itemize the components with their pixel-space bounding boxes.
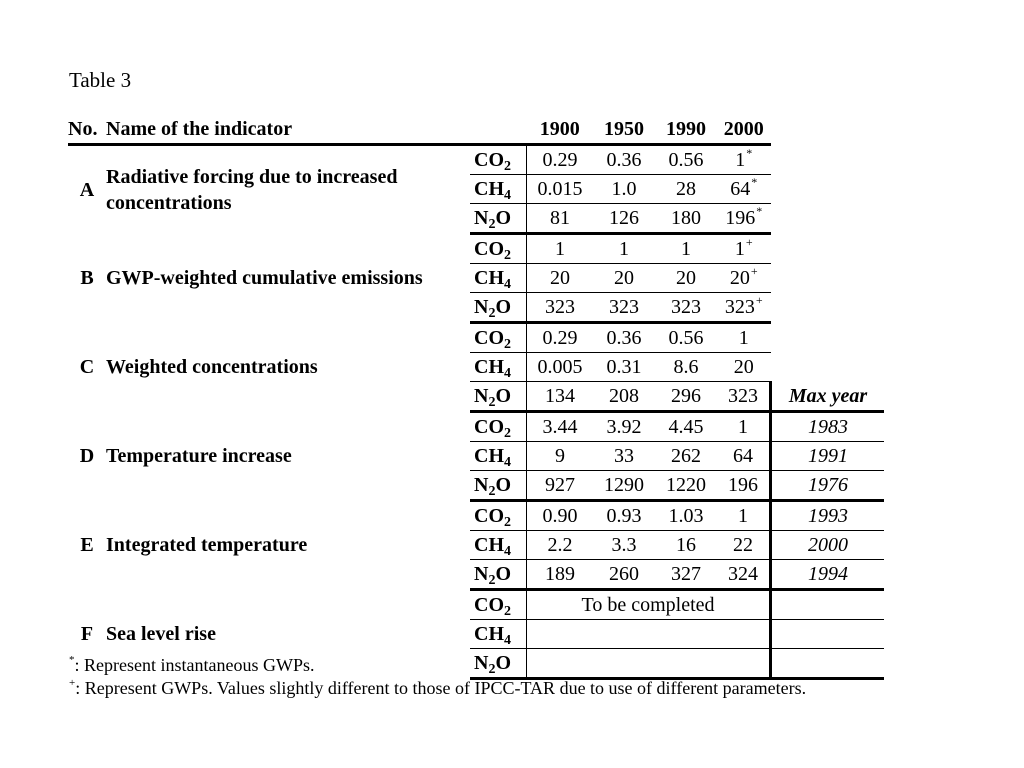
value-2000 (717, 382, 771, 412)
indicator-name-b: GWP-weighted cumulative emissions (106, 267, 423, 289)
value-text: 0.36 (606, 327, 642, 349)
table-row (68, 145, 884, 175)
value-1950 (593, 145, 655, 175)
max-year: 1976 (771, 471, 885, 501)
value-text: 262 (671, 445, 701, 467)
value-1950 (593, 531, 655, 560)
value-text: 324 (728, 563, 758, 585)
value-text: 8.6 (673, 356, 699, 378)
gas-subscript: 4 (504, 366, 511, 381)
value-text: 323 (728, 385, 758, 407)
value-1950 (593, 501, 655, 531)
footnote-star (68, 654, 806, 677)
value-text: 323 (724, 296, 755, 318)
value-text: 180 (671, 207, 701, 229)
footnote-star-text: : Represent instantaneous GWPs. (74, 655, 315, 675)
value-1900 (527, 471, 594, 501)
value-text: 3.3 (611, 534, 637, 556)
value-1990 (655, 264, 717, 293)
value-1990 (655, 382, 717, 412)
value-2000 (717, 531, 771, 560)
indicator-no-b: B (80, 267, 94, 289)
value-text: 196 (725, 207, 756, 229)
gas-label (470, 293, 527, 323)
value-text: 20 (614, 267, 634, 289)
gas-symbol: CO (474, 505, 504, 527)
value-text: 22 (733, 534, 753, 556)
gas-label (470, 145, 527, 175)
gas-label (470, 264, 527, 293)
value-text: 28 (676, 178, 696, 200)
gas-label (470, 560, 527, 590)
value-1900 (527, 382, 594, 412)
max-year (771, 323, 885, 353)
gas-subscript: 2 (488, 306, 496, 321)
value-1990 (655, 353, 717, 382)
value-1950 (593, 264, 655, 293)
gas-symbol: CO (474, 327, 504, 349)
value-text: 0.005 (537, 356, 583, 378)
value-1990 (655, 293, 717, 323)
value-text: 134 (545, 385, 575, 407)
value-text: 323 (545, 296, 575, 318)
header-year-1990: 1990 (655, 115, 717, 145)
value-1990 (655, 560, 717, 590)
gas-symbol: N (474, 296, 489, 318)
value-text: 1.03 (668, 505, 704, 527)
value-2000 (717, 412, 771, 442)
value-1990 (655, 471, 717, 501)
gas-subscript: 2 (488, 573, 496, 588)
gas-subscript: 4 (504, 633, 511, 648)
value-1950 (593, 471, 655, 501)
value-1900 (527, 560, 594, 590)
value-2000 (717, 560, 771, 590)
value-1900 (527, 234, 594, 264)
value-text: 1220 (666, 474, 706, 496)
value-1900 (527, 175, 594, 204)
gas-symbol: CH (474, 178, 504, 200)
value-text: 0.93 (606, 505, 642, 527)
gas-symbol-tail: O (495, 385, 512, 407)
value-text: 9 (555, 445, 565, 467)
value-2000 (717, 234, 771, 264)
value-1990 (655, 323, 717, 353)
value-1990 (655, 531, 717, 560)
gas-label (470, 175, 527, 204)
value-2000 (717, 264, 771, 293)
max-year (771, 264, 885, 293)
gas-subscript: 4 (504, 455, 511, 470)
value-1990 (655, 204, 717, 234)
gas-symbol: CH (474, 356, 504, 378)
gas-symbol-tail: O (495, 296, 512, 318)
value-1900 (527, 501, 594, 531)
gas-label (470, 412, 527, 442)
value-text: 1 (735, 149, 746, 171)
value-text: 327 (671, 563, 701, 585)
header-year-2000: 2000 (717, 115, 771, 145)
value-text: 1.0 (611, 178, 637, 200)
max-year (771, 175, 885, 204)
indicator-name-f: Sea level rise (106, 623, 216, 645)
table-body (68, 145, 884, 679)
max-year (771, 293, 885, 323)
value-1990 (655, 145, 717, 175)
value-1950 (593, 442, 655, 471)
gas-symbol: N (474, 207, 489, 229)
gas-subscript: 4 (504, 277, 511, 292)
value-text: 1 (738, 327, 749, 349)
gas-symbol-tail: O (495, 474, 512, 496)
value-2000 (717, 442, 771, 471)
gas-label (470, 590, 527, 620)
gas-symbol-tail: O (495, 563, 512, 585)
indicator-name-d: Temperature increase (106, 445, 292, 467)
footnote-mark: * (751, 175, 758, 189)
value-2000 (717, 293, 771, 323)
value-1950 (593, 175, 655, 204)
max-year (771, 620, 885, 649)
value-text: 33 (614, 445, 634, 467)
indicator-name-a: Radiative forcing due to increased concentrations (106, 165, 398, 214)
footnote-mark: * (756, 204, 763, 218)
value-text: 196 (728, 474, 758, 496)
gas-label (470, 620, 527, 649)
value-text: 1 (681, 238, 691, 260)
value-1900 (527, 204, 594, 234)
gas-symbol-tail: O (495, 207, 512, 229)
value-1950 (593, 293, 655, 323)
value-text: 1 (619, 238, 629, 260)
gas-symbol: N (474, 385, 489, 407)
value-text: 1 (555, 238, 565, 260)
value-2000 (717, 145, 771, 175)
footnote-plus-text: : Represent GWPs. Values slightly different to those of IPCC-TAR due to use of different parameters. (75, 677, 807, 698)
table-row (68, 501, 884, 531)
gas-label (470, 442, 527, 471)
value-text: 126 (609, 207, 639, 229)
max-year (771, 234, 885, 264)
indicator-name-e: Integrated temperature (106, 534, 308, 556)
value-text: 2.2 (547, 534, 573, 556)
value-1900 (527, 353, 594, 382)
header-name: Name of the indicator (106, 115, 470, 145)
value-1950 (593, 560, 655, 590)
value-text: 3.44 (542, 416, 578, 438)
max-year-header: Max year (771, 382, 885, 412)
value-text: 1 (734, 238, 745, 260)
value-2000 (717, 204, 771, 234)
value-1950 (593, 382, 655, 412)
gas-label (470, 323, 527, 353)
value-text: 1 (738, 505, 748, 527)
gas-symbol: CH (474, 623, 504, 645)
value-2000 (717, 501, 771, 531)
value-text: 189 (545, 563, 575, 585)
header-max-spacer (771, 115, 885, 145)
value-text: 1 (738, 416, 748, 438)
table-row (68, 323, 884, 353)
value-text: 16 (676, 534, 696, 556)
indicator-no-d: D (79, 445, 95, 467)
value-text: 0.90 (542, 505, 578, 527)
footnote-mark: + (745, 235, 753, 249)
max-year (771, 204, 885, 234)
value-text: 0.29 (542, 149, 578, 171)
value-text: 323 (609, 296, 639, 318)
gas-symbol: CO (474, 594, 504, 616)
gas-subscript: 4 (504, 544, 511, 559)
value-1900 (527, 323, 594, 353)
value-1990 (655, 442, 717, 471)
header-gas (470, 115, 527, 145)
value-1900 (527, 293, 594, 323)
value-2000 (717, 353, 771, 382)
gas-symbol: CO (474, 416, 504, 438)
max-year: 2000 (771, 531, 885, 560)
footnote-mark: + (750, 264, 758, 278)
indicator-no-f: F (80, 623, 94, 645)
value-1950 (593, 204, 655, 234)
max-year: 1994 (771, 560, 885, 590)
value-text: 0.31 (606, 356, 642, 378)
gas-subscript: 2 (504, 248, 511, 263)
gas-label (470, 501, 527, 531)
value-text: 208 (609, 385, 639, 407)
table-row (68, 590, 884, 620)
footnotes (68, 654, 806, 698)
value-text: 20 (733, 356, 754, 378)
value-1950 (593, 412, 655, 442)
value-1900 (527, 264, 594, 293)
value-text: 4.45 (668, 416, 704, 438)
max-year (771, 353, 885, 382)
value-text: 296 (671, 385, 701, 407)
value-2000 (717, 323, 771, 353)
gas-subscript: 2 (488, 662, 496, 677)
gas-symbol-tail: O (495, 652, 512, 674)
table-header-row (68, 115, 884, 145)
gas-label (470, 204, 527, 234)
indicator-name-c: Weighted concentrations (106, 356, 318, 378)
footnote-plus (68, 677, 806, 699)
footnote-plus-mark: + (69, 676, 76, 689)
gas-subscript: 2 (504, 159, 511, 174)
indicator-no-c: C (79, 356, 95, 378)
indicator-no-a: A (79, 178, 95, 201)
value-1950 (593, 234, 655, 264)
value-text: 64 (733, 445, 753, 467)
value-text: 20 (729, 267, 750, 289)
header-year-1950: 1950 (593, 115, 655, 145)
header-no: No. (68, 115, 106, 145)
value-text: 81 (550, 207, 570, 229)
value-text: 0.56 (668, 327, 704, 349)
indicator-table (68, 115, 884, 680)
gas-label (470, 531, 527, 560)
value-1950 (593, 353, 655, 382)
value-1990 (655, 234, 717, 264)
merged-value-cell (527, 620, 771, 649)
indicator-no-e: E (80, 534, 94, 556)
gas-subscript: 2 (488, 217, 496, 232)
value-1900 (527, 531, 594, 560)
value-1900 (527, 442, 594, 471)
gas-symbol: N (474, 474, 489, 496)
value-text: 20 (676, 267, 696, 289)
value-text: 1290 (604, 474, 644, 496)
gas-symbol: CO (474, 238, 504, 260)
value-text: 323 (671, 296, 701, 318)
value-text: 3.92 (606, 416, 642, 438)
value-2000 (717, 175, 771, 204)
value-1990 (655, 412, 717, 442)
gas-symbol: CH (474, 267, 504, 289)
gas-subscript: 2 (504, 337, 511, 352)
gas-label (470, 471, 527, 501)
gas-subscript: 2 (504, 515, 511, 530)
footnote-mark: + (755, 293, 763, 307)
max-year: 1991 (771, 442, 885, 471)
max-year (771, 145, 885, 175)
value-2000 (717, 471, 771, 501)
value-text: 927 (545, 474, 575, 496)
value-text: 20 (550, 267, 570, 289)
max-year (771, 590, 885, 620)
gas-label (470, 353, 527, 382)
gas-subscript: 2 (504, 604, 511, 619)
gas-subscript: 2 (488, 484, 496, 499)
footnote-star-mark: * (69, 654, 75, 666)
gas-label (470, 382, 527, 412)
merged-value-cell: To be completed (527, 590, 771, 620)
table-caption: Table 3 (69, 68, 132, 92)
gas-symbol: CH (474, 534, 504, 556)
gas-label (470, 234, 527, 264)
max-year: 1993 (771, 501, 885, 531)
max-year: 1983 (771, 412, 885, 442)
footnote-mark: * (746, 146, 753, 160)
value-text: 0.015 (537, 178, 583, 200)
gas-subscript: 4 (504, 188, 511, 203)
gas-symbol: N (474, 652, 489, 674)
gas-symbol: CO (474, 149, 504, 171)
table-row (68, 412, 884, 442)
value-text: 64 (730, 178, 751, 200)
value-1900 (527, 412, 594, 442)
gas-symbol: CH (474, 445, 504, 467)
value-text: 0.29 (542, 327, 578, 349)
value-text: 0.56 (668, 149, 704, 171)
gas-symbol: N (474, 563, 489, 585)
gas-subscript: 2 (504, 426, 511, 441)
value-1990 (655, 501, 717, 531)
value-1900 (527, 145, 594, 175)
gas-subscript: 2 (488, 395, 496, 410)
table-row (68, 234, 884, 264)
value-1990 (655, 175, 717, 204)
value-text: 0.36 (606, 149, 642, 171)
value-1950 (593, 323, 655, 353)
header-year-1900: 1900 (527, 115, 594, 145)
value-text: 260 (609, 563, 639, 585)
